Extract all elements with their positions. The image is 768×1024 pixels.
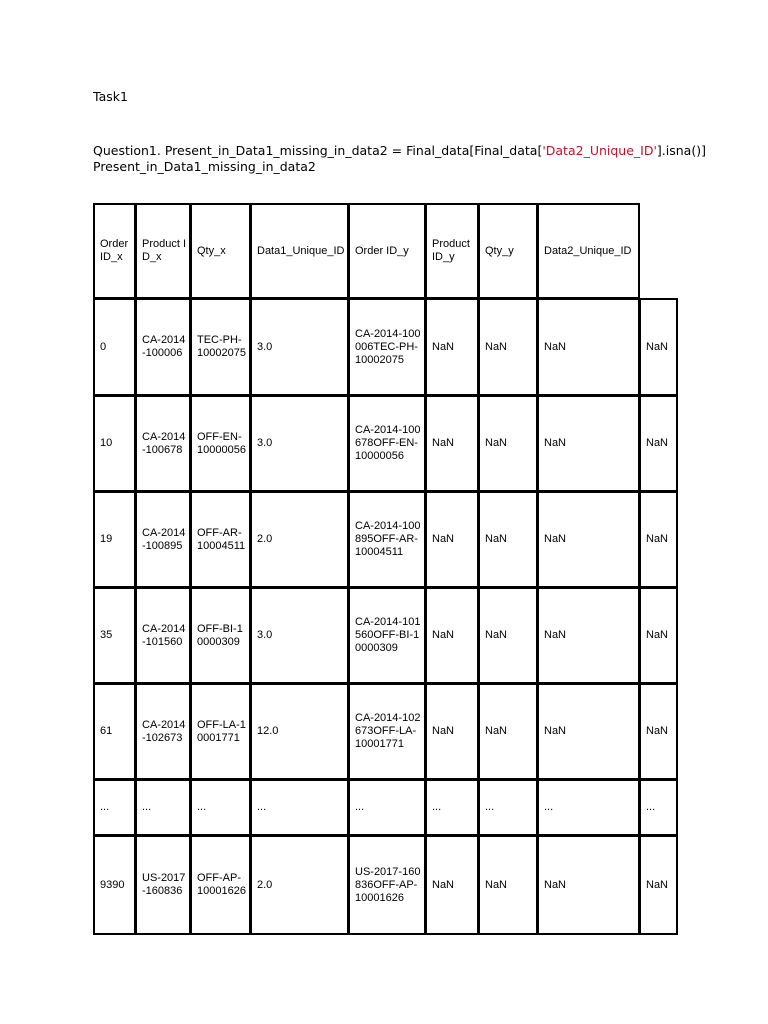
- cell-product-id-x: ...: [190, 779, 251, 836]
- cell-qty-y: ...: [537, 779, 640, 836]
- cell-qty-y: NaN: [537, 835, 640, 935]
- row-index-cell: 0: [93, 298, 136, 396]
- question-label: Question1.: [93, 143, 161, 158]
- cell-qty-y: NaN: [537, 298, 640, 396]
- cell-order-id-y: NaN: [425, 683, 479, 780]
- header-qty-y: Qty_y: [478, 203, 538, 299]
- cell-order-id-x: CA-2014-100895: [135, 491, 191, 588]
- header-order-id-y: Order ID_y: [348, 203, 426, 299]
- code-expression-start: Final_data[Final_data[: [406, 143, 543, 158]
- cell-product-id-y: NaN: [478, 491, 538, 588]
- cell-product-id-y: NaN: [478, 835, 538, 935]
- cell-data2-unique-id: NaN: [639, 587, 678, 684]
- cell-data1-unique-id: CA-2014-100895OFF-AR-10004511: [348, 491, 426, 588]
- header-qty-x: Qty_x: [190, 203, 251, 299]
- cell-qty-x: 12.0: [250, 683, 349, 780]
- row-index-cell: 10: [93, 395, 136, 492]
- cell-product-id-y: NaN: [478, 298, 538, 396]
- output-variable-name: Present_in_Data1_missing_in_data2: [93, 159, 316, 174]
- cell-qty-y: NaN: [537, 491, 640, 588]
- question-code-block: [93, 143, 733, 175]
- row-index-cell: 61: [93, 683, 136, 780]
- row-index-cell: ...: [93, 779, 136, 836]
- cell-product-id-y: NaN: [478, 683, 538, 780]
- row-index-cell: 35: [93, 587, 136, 684]
- header-data1-unique-id: Data1_Unique_ID: [250, 203, 349, 299]
- cell-data2-unique-id: NaN: [639, 491, 678, 588]
- cell-qty-x: 3.0: [250, 395, 349, 492]
- cell-data2-unique-id: NaN: [639, 683, 678, 780]
- cell-product-id-y: NaN: [478, 395, 538, 492]
- cell-data1-unique-id: US-2017-160836OFF-AP-10001626: [348, 835, 426, 935]
- cell-qty-x: 2.0: [250, 491, 349, 588]
- cell-data2-unique-id: ...: [639, 779, 678, 836]
- code-expression-end: ].isna()]: [656, 143, 706, 158]
- cell-order-id-x: ...: [135, 779, 191, 836]
- cell-product-id-y: NaN: [478, 587, 538, 684]
- cell-order-id-x: CA-2014-101560: [135, 587, 191, 684]
- results-table: [93, 203, 677, 934]
- cell-order-id-y: NaN: [425, 395, 479, 492]
- cell-product-id-x: OFF-LA-10001771: [190, 683, 251, 780]
- cell-qty-y: NaN: [537, 395, 640, 492]
- header-product-id-y: Product ID_y: [425, 203, 479, 299]
- cell-order-id-x: CA-2014-100006: [135, 298, 191, 396]
- row-index-cell: 9390: [93, 835, 136, 935]
- code-assign-target: Present_in_Data1_missing_in_data2: [164, 143, 388, 158]
- cell-qty-x: 2.0: [250, 835, 349, 935]
- code-string-literal: 'Data2_Unique_ID': [542, 143, 657, 158]
- cell-order-id-x: CA-2014-102673: [135, 683, 191, 780]
- cell-product-id-x: OFF-EN-10000056: [190, 395, 251, 492]
- cell-order-id-y: NaN: [425, 491, 479, 588]
- cell-product-id-x: OFF-AR-10004511: [190, 491, 251, 588]
- header-order-id-x: Order ID_x: [93, 203, 136, 299]
- task-title: Task1: [93, 89, 128, 104]
- cell-data1-unique-id: CA-2014-100006TEC-PH-10002075: [348, 298, 426, 396]
- header-product-id-x: Product ID_x: [135, 203, 191, 299]
- cell-order-id-y: NaN: [425, 587, 479, 684]
- cell-product-id-x: OFF-BI-10000309: [190, 587, 251, 684]
- cell-qty-y: NaN: [537, 587, 640, 684]
- cell-order-id-y: ...: [425, 779, 479, 836]
- cell-qty-y: NaN: [537, 683, 640, 780]
- cell-data1-unique-id: ...: [348, 779, 426, 836]
- cell-data2-unique-id: NaN: [639, 835, 678, 935]
- cell-data1-unique-id: CA-2014-102673OFF-LA-10001771: [348, 683, 426, 780]
- cell-order-id-y: NaN: [425, 835, 479, 935]
- cell-product-id-x: OFF-AP-10001626: [190, 835, 251, 935]
- cell-qty-x: 3.0: [250, 587, 349, 684]
- cell-order-id-x: CA-2014-100678: [135, 395, 191, 492]
- cell-qty-x: 3.0: [250, 298, 349, 396]
- cell-order-id-y: NaN: [425, 298, 479, 396]
- cell-order-id-x: US-2017-160836: [135, 835, 191, 935]
- cell-data2-unique-id: NaN: [639, 298, 678, 396]
- cell-data1-unique-id: CA-2014-101560OFF-BI-10000309: [348, 587, 426, 684]
- cell-qty-x: ...: [250, 779, 349, 836]
- header-data2-unique-id: Data2_Unique_ID: [537, 203, 640, 299]
- code-equals: =: [391, 143, 403, 158]
- cell-data2-unique-id: NaN: [639, 395, 678, 492]
- cell-data1-unique-id: CA-2014-100678OFF-EN-10000056: [348, 395, 426, 492]
- cell-product-id-y: ...: [478, 779, 538, 836]
- row-index-cell: 19: [93, 491, 136, 588]
- cell-product-id-x: TEC-PH-10002075: [190, 298, 251, 396]
